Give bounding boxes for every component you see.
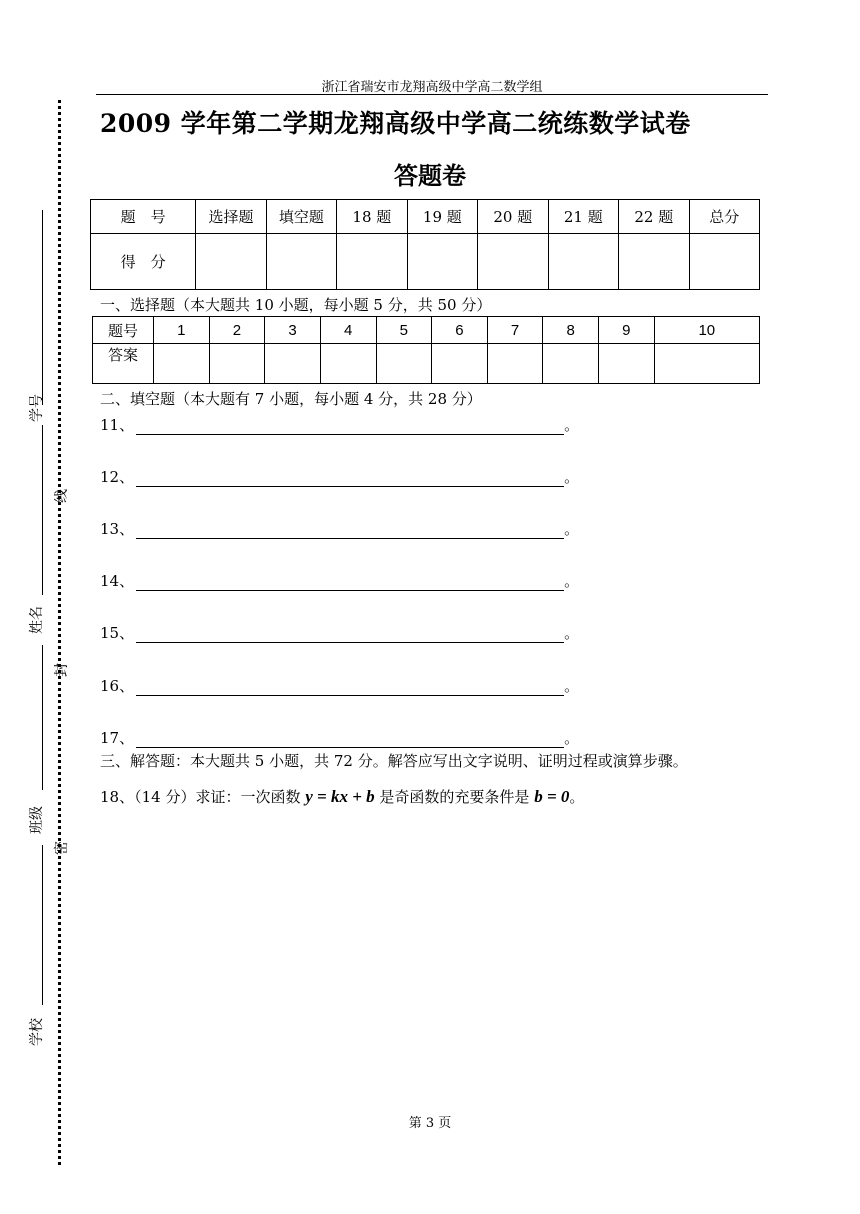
question-number: 7 [487, 317, 543, 344]
answer-cell[interactable] [376, 344, 432, 384]
score-header-cell: 21 题 [548, 200, 618, 234]
secret-mark: 密 [54, 841, 70, 855]
question-number: 3 [265, 317, 321, 344]
answer-line[interactable] [136, 524, 564, 539]
score-cell[interactable] [619, 234, 689, 290]
score-header-cell: 填空题 [266, 200, 336, 234]
fill-blank-13[interactable] [100, 518, 579, 539]
question-number: 1 [154, 317, 210, 344]
section-solution-heading: 三、解答题：本大题共 5 小题，共 72 分。解答应写出文字说明、证明过程或演算步骤。 [100, 752, 688, 770]
score-header-cell: 选择题 [196, 200, 266, 234]
line-mark: 线 [54, 489, 70, 503]
score-header-cell: 18 题 [337, 200, 407, 234]
question-number: 6 [432, 317, 488, 344]
score-header-cell: 20 题 [478, 200, 548, 234]
question-number: 8 [543, 317, 599, 344]
score-row-label: 得 分 [91, 234, 196, 290]
q18-prefix: 18、（14 分）求证：一次函数 [100, 788, 306, 806]
exam-subtitle: 答题卷 [394, 161, 466, 190]
answer-cell[interactable] [487, 344, 543, 384]
choice-answer-table [92, 316, 760, 384]
fill-blank-15[interactable] [100, 622, 579, 643]
blank-end-mark: 。 [564, 416, 580, 434]
blank-end-mark: 。 [564, 729, 580, 747]
answer-line[interactable] [136, 420, 564, 435]
answer-cell[interactable] [599, 344, 655, 384]
q18-middle: 是奇函数的充要条件是 [374, 788, 535, 806]
blank-number: 15、 [100, 624, 135, 642]
score-cell[interactable] [548, 234, 618, 290]
score-cell[interactable] [407, 234, 477, 290]
score-cell[interactable] [266, 234, 336, 290]
class-label: 班级 [29, 806, 45, 834]
score-table-header-row [91, 200, 760, 234]
blank-number: 14、 [100, 572, 135, 590]
student-number-label: 学号 [29, 394, 45, 422]
blank-number: 13、 [100, 520, 135, 538]
exam-title: 2009 学年第二学期龙翔高级中学高二统练数学试卷 [100, 109, 691, 138]
question-18 [100, 786, 584, 807]
section-fill-heading: 二、填空题（本大题有 7 小题，每小题 4 分，共 28 分） [100, 390, 482, 408]
score-table [90, 199, 760, 290]
question-number: 2 [209, 317, 265, 344]
q18-suffix: 。 [569, 788, 585, 806]
answer-cell[interactable] [154, 344, 210, 384]
fill-blank-17[interactable] [100, 727, 579, 748]
answer-line[interactable] [136, 628, 564, 643]
score-header-cell: 22 题 [619, 200, 689, 234]
blank-number: 17、 [100, 729, 135, 747]
section-choice-heading: 一、选择题（本大题共 10 小题，每小题 5 分，共 50 分） [100, 296, 492, 314]
margin-line-1 [42, 210, 43, 405]
answer-cell[interactable] [265, 344, 321, 384]
score-header-cell: 题 号 [91, 200, 196, 234]
blank-number: 16、 [100, 677, 135, 695]
score-cell[interactable] [689, 234, 759, 290]
blank-end-mark: 。 [564, 520, 580, 538]
answer-cell[interactable] [432, 344, 488, 384]
q18-formula: y = kx + b [305, 787, 375, 806]
blank-number: 12、 [100, 468, 135, 486]
score-cell[interactable] [196, 234, 266, 290]
page-header: 浙江省瑞安市龙翔高级中学高二数学组 [321, 80, 543, 95]
score-cell[interactable] [337, 234, 407, 290]
blank-end-mark: 。 [564, 572, 580, 590]
blank-end-mark: 。 [564, 677, 580, 695]
name-label: 姓名 [29, 606, 45, 634]
question-number: 10 [654, 317, 759, 344]
answer-cell[interactable] [543, 344, 599, 384]
score-header-cell: 19 题 [407, 200, 477, 234]
score-header-cell: 总分 [689, 200, 759, 234]
fill-blank-16[interactable] [100, 675, 579, 696]
binding-dotted-line [58, 100, 61, 1165]
question-number: 5 [376, 317, 432, 344]
fill-blank-12[interactable] [100, 466, 579, 487]
margin-line-4 [42, 845, 43, 1005]
school-label: 学校 [29, 1018, 45, 1046]
q18-condition: b = 0 [534, 787, 570, 806]
blank-end-mark: 。 [564, 468, 580, 486]
answer-cell[interactable] [654, 344, 759, 384]
blank-number: 11、 [100, 416, 135, 434]
blank-end-mark: 。 [564, 624, 580, 642]
fill-blank-14[interactable] [100, 570, 579, 591]
header-rule [96, 94, 768, 95]
answer-line[interactable] [136, 472, 564, 487]
fill-blank-11[interactable] [100, 414, 579, 435]
answer-table-answer-row [93, 344, 760, 384]
answer-line[interactable] [136, 733, 564, 748]
answer-table-number-row [93, 317, 760, 344]
margin-line-3 [42, 645, 43, 790]
answer-line[interactable] [136, 681, 564, 696]
question-number: 4 [320, 317, 376, 344]
question-number: 9 [599, 317, 655, 344]
answer-header-label: 题号 [93, 317, 154, 344]
answer-cell[interactable] [209, 344, 265, 384]
page-number: 第 3 页 [408, 1116, 452, 1131]
margin-line-2 [42, 425, 43, 595]
answer-row-label: 答案 [93, 344, 154, 384]
score-table-score-row [91, 234, 760, 290]
answer-line[interactable] [136, 576, 564, 591]
score-cell[interactable] [478, 234, 548, 290]
answer-cell[interactable] [320, 344, 376, 384]
seal-mark: 封 [54, 663, 70, 677]
